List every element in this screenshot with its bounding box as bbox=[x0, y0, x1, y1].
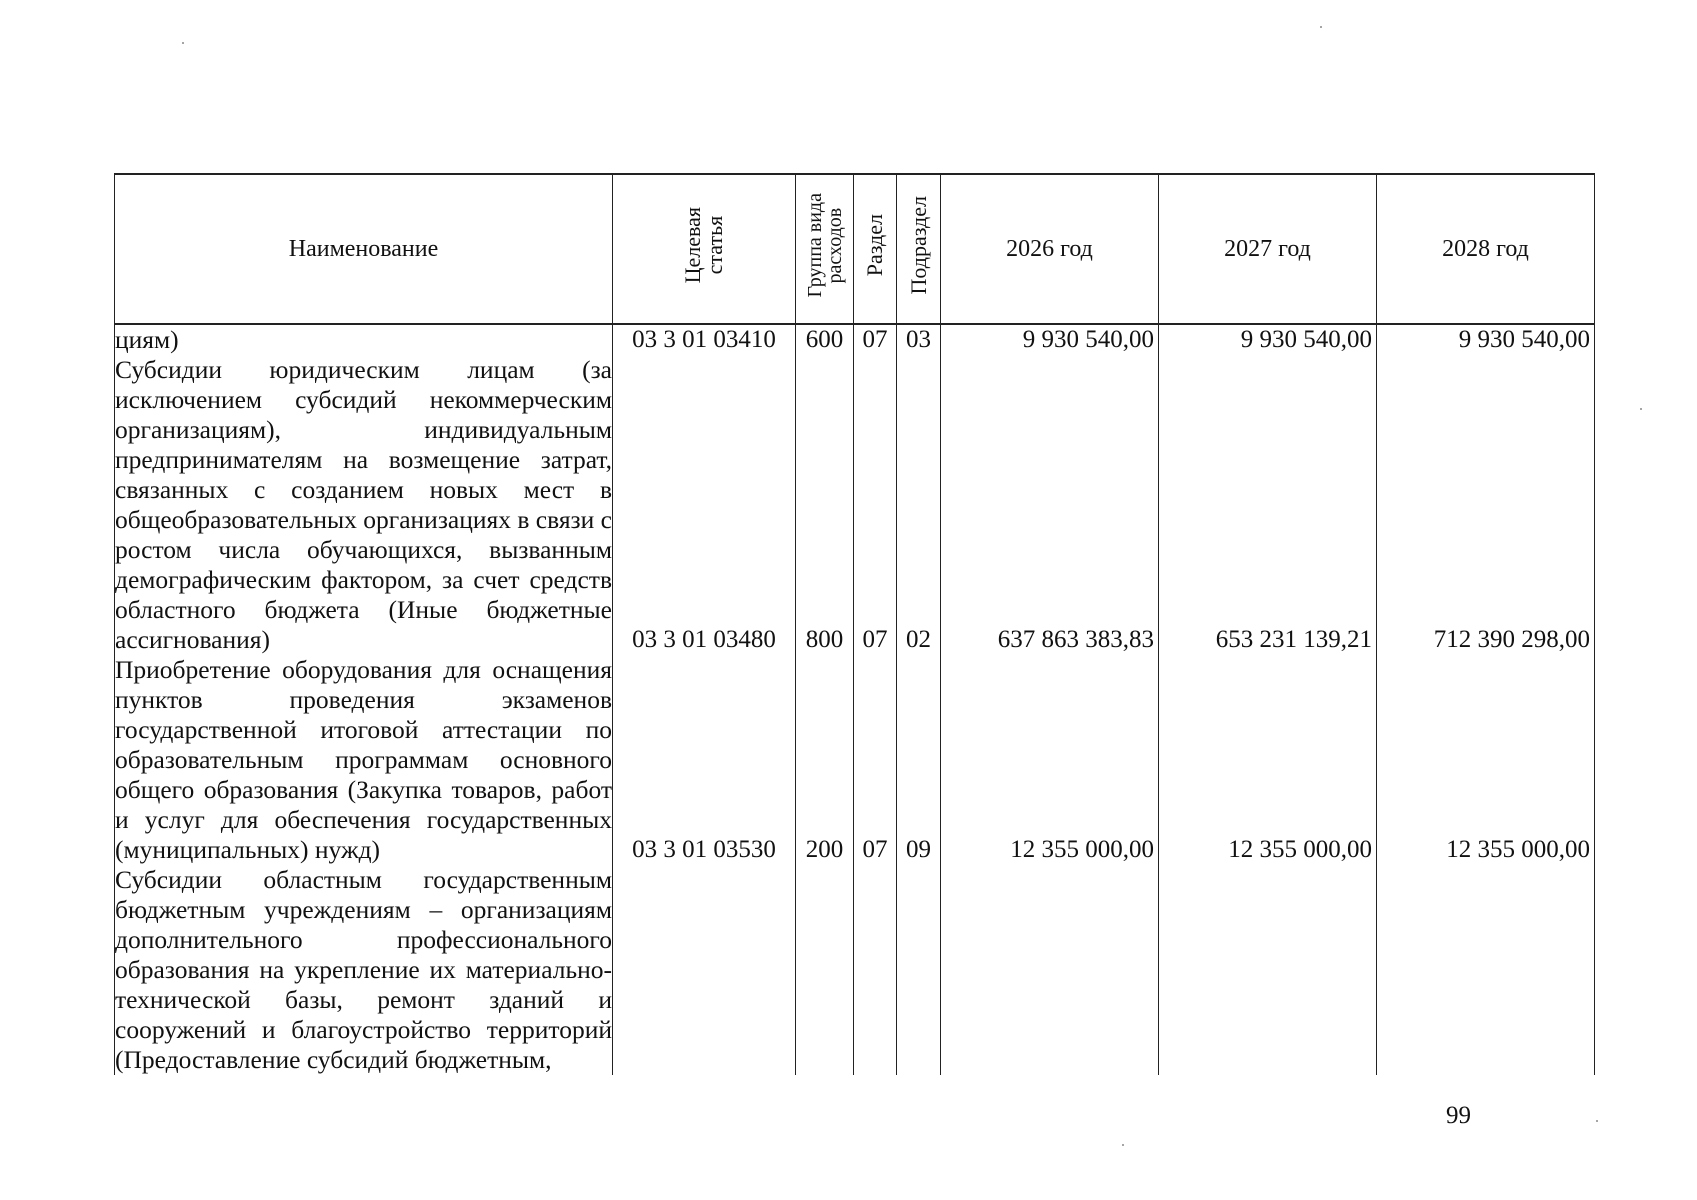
section-value: 07 bbox=[862, 326, 888, 353]
section-cell bbox=[854, 324, 897, 1075]
subsection-value: 02 bbox=[906, 626, 931, 653]
budget-table bbox=[114, 173, 1595, 1075]
amount-2026-cell bbox=[941, 324, 1159, 1075]
target-article-value: 03 3 01 03530 bbox=[632, 836, 776, 863]
subsection-value: 03 bbox=[906, 326, 931, 353]
page-number: 99 bbox=[1446, 1102, 1471, 1129]
scan-speck bbox=[1640, 408, 1642, 410]
target-article-cell bbox=[613, 324, 796, 1075]
subsection-value: 09 bbox=[906, 836, 931, 863]
header-section: Раздел bbox=[854, 174, 897, 324]
header-2027: 2027 год bbox=[1159, 174, 1377, 324]
amount-2026-value: 9 930 540,00 bbox=[1022, 326, 1154, 353]
name-text-2: Приобретение оборудования для оснащения пунктов проведения экзаменов государственной итоговой аттестации по образовательным программам основного общего образования (Закупка товаров, работ и услуг для обеспечения государственных (муниципальных) нужд) bbox=[115, 655, 612, 864]
expense-group-value: 200 bbox=[805, 836, 844, 863]
amount-2027-value: 653 231 139,21 bbox=[1215, 626, 1372, 653]
amount-2028-value: 9 930 540,00 bbox=[1458, 326, 1590, 353]
table-header-row bbox=[115, 174, 1595, 324]
section-value: 07 bbox=[862, 626, 888, 653]
name-text-3: Субсидии областным государственным бюджетным учреждениям – организациям дополнительного профессионального образования на укрепление их материально-технической базы, ремонт зданий и сооружений и благоустройство территорий (Предоставление субсидий бюджетным, bbox=[115, 865, 612, 1074]
subsection-cell bbox=[897, 324, 941, 1075]
expense-group-cell bbox=[796, 324, 854, 1075]
scan-speck bbox=[1320, 26, 1322, 28]
scan-speck bbox=[182, 42, 184, 44]
name-text-0: циям) bbox=[115, 325, 179, 354]
expense-group-value: 600 bbox=[805, 326, 844, 353]
name-cell bbox=[115, 324, 613, 1075]
expense-group-value: 800 bbox=[805, 626, 844, 653]
scan-speck bbox=[1596, 1120, 1598, 1122]
name-text-1: Субсидии юридическим лицам (за исключением субсидий некоммерческим организациям), индивидуальным предпринимателям на возмещение затрат, связанных с созданием новых мест в общеобразовательных организациях в связи с ростом числа обучающихся, вызванным демографическим фактором, за счет средств областного бюджета (Иные бюджетные ассигнования) bbox=[115, 355, 612, 654]
header-expense-group: Группа вида расходов bbox=[796, 174, 854, 324]
target-article-value: 03 3 01 03410 bbox=[632, 326, 776, 353]
section-value: 07 bbox=[862, 836, 888, 863]
amount-2026-value: 637 863 383,83 bbox=[997, 626, 1154, 653]
header-name: Наименование bbox=[115, 174, 613, 324]
amount-2028-value: 12 355 000,00 bbox=[1446, 836, 1590, 863]
amount-2026-value: 12 355 000,00 bbox=[1010, 836, 1154, 863]
scan-speck bbox=[1122, 1144, 1124, 1146]
target-article-value: 03 3 01 03480 bbox=[632, 626, 776, 653]
table-body-row bbox=[115, 324, 1595, 1075]
header-subsection: Подраздел bbox=[897, 174, 941, 324]
amount-2027-value: 12 355 000,00 bbox=[1228, 836, 1372, 863]
amount-2027-value: 9 930 540,00 bbox=[1240, 326, 1372, 353]
amount-2027-cell bbox=[1159, 324, 1377, 1075]
amount-2028-value: 712 390 298,00 bbox=[1433, 626, 1590, 653]
header-2026: 2026 год bbox=[941, 174, 1159, 324]
header-2028: 2028 год bbox=[1377, 174, 1595, 324]
amount-2028-cell bbox=[1377, 324, 1595, 1075]
header-target-article: Целевая статья bbox=[613, 174, 796, 324]
